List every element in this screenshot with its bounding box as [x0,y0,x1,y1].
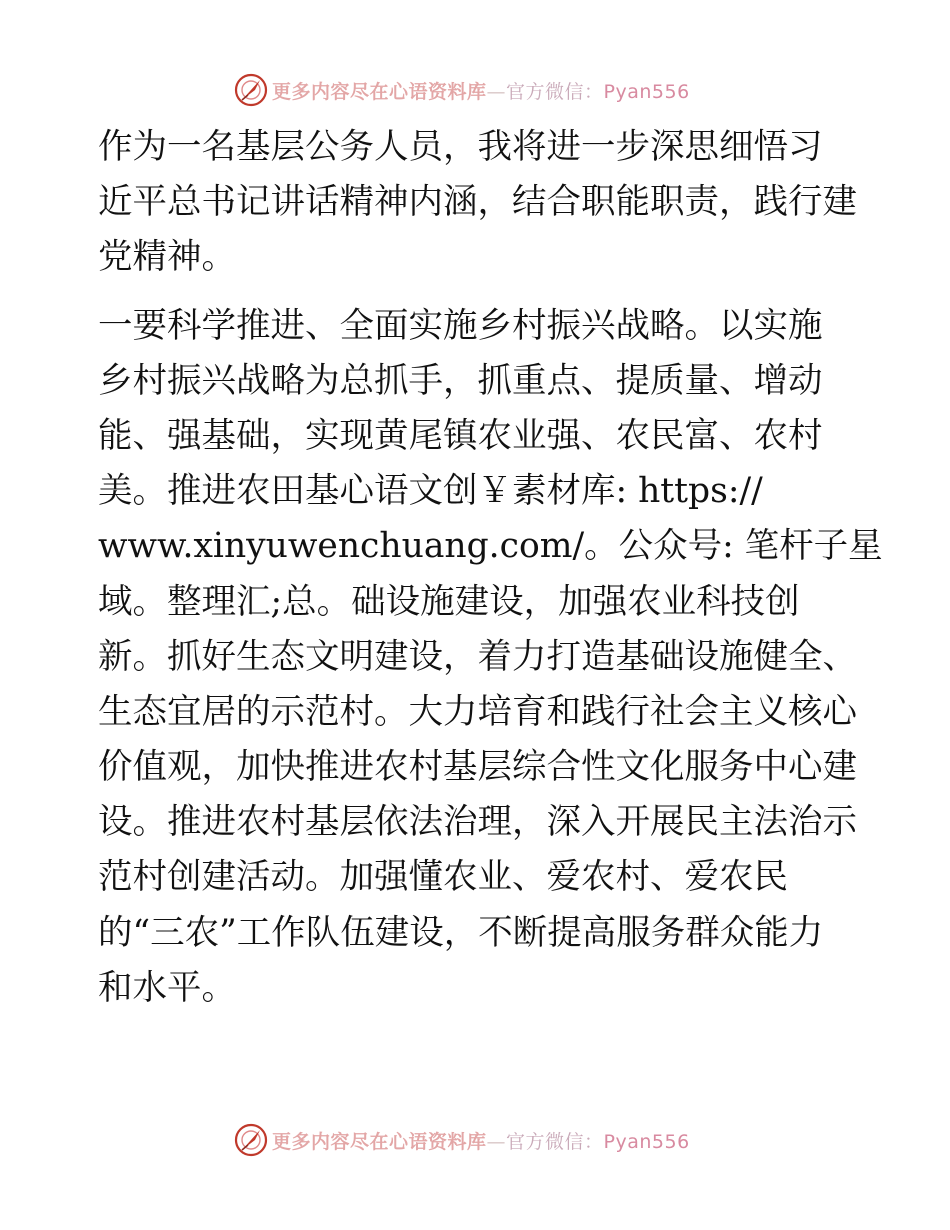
header-banner-suffix: 官方微信： [506,80,604,103]
paragraph-2-line: 能、强基础，实现黄尾镇农业强、农民富、农村 [98,415,823,456]
footer-banner-account: Pyan556 [603,1130,690,1153]
paragraph-1-line: 作为一名基层公务人员，我将进一步深思细悟习 [98,127,823,167]
header-banner[interactable] [234,70,794,110]
footer-banner-text [272,1127,690,1154]
header-banner-account: Pyan556 [603,80,690,103]
document-body [98,120,883,1016]
paragraph-2-line: 乡村振兴战略为总抓手，抓重点、提质量、增动 [98,360,823,401]
paragraph-2-line: 范村创建活动。加强懂农业、爱农村、爱农民 [98,857,788,898]
feather-pen-logo-icon [234,73,268,107]
paragraph-2-line: 的“三农”工作队伍建设，不断提高服务群众能力 [98,912,824,953]
paragraph-2-line: 新。抓好生态文明建设，着力打造基础设施健全、 [98,636,857,677]
header-banner-dash: — [486,80,507,103]
footer-banner[interactable] [234,1120,794,1160]
paragraph-2-line: 美。推进农田基心语文创￥素材库: https:// [98,471,763,512]
paragraph-2-line: 一要科学推进、全面实施乡村振兴战略。以实施 [98,305,823,346]
footer-banner-main: 更多内容尽在心语资料库 [272,1130,487,1153]
paragraph-1 [98,120,858,286]
header-banner-text [272,77,690,104]
header-banner-main: 更多内容尽在心语资料库 [272,80,487,103]
paragraph-2-line: 价值观，加快推进农村基层综合性文化服务中心建 [98,747,857,788]
paragraph-2-line: 设。推进农村基层依法治理，深入开展民主法治示 [98,802,857,843]
footer-banner-suffix: 官方微信： [506,1130,604,1153]
footer-banner-dash: — [486,1130,507,1153]
feather-pen-logo-icon [234,1123,268,1157]
paragraph-gap [98,286,858,299]
paragraph-1-line: 近平总书记讲话精神内涵，结合职能职责，践行建 [98,182,857,223]
paragraph-2-line: 域。整理汇;总。础设施建设，加强农业科技创 [98,581,800,622]
paragraph-1-line: 党精神。 [98,237,236,278]
paragraph-2-line: www.xinyuwenchuang.com/。公众号: 笔杆子星 [98,526,883,567]
paragraph-2-line: 和水平。 [98,967,236,1008]
paragraph-2 [98,299,883,1016]
paragraph-2-line: 生态宜居的示范村。大力培育和践行社会主义核心 [98,691,857,732]
